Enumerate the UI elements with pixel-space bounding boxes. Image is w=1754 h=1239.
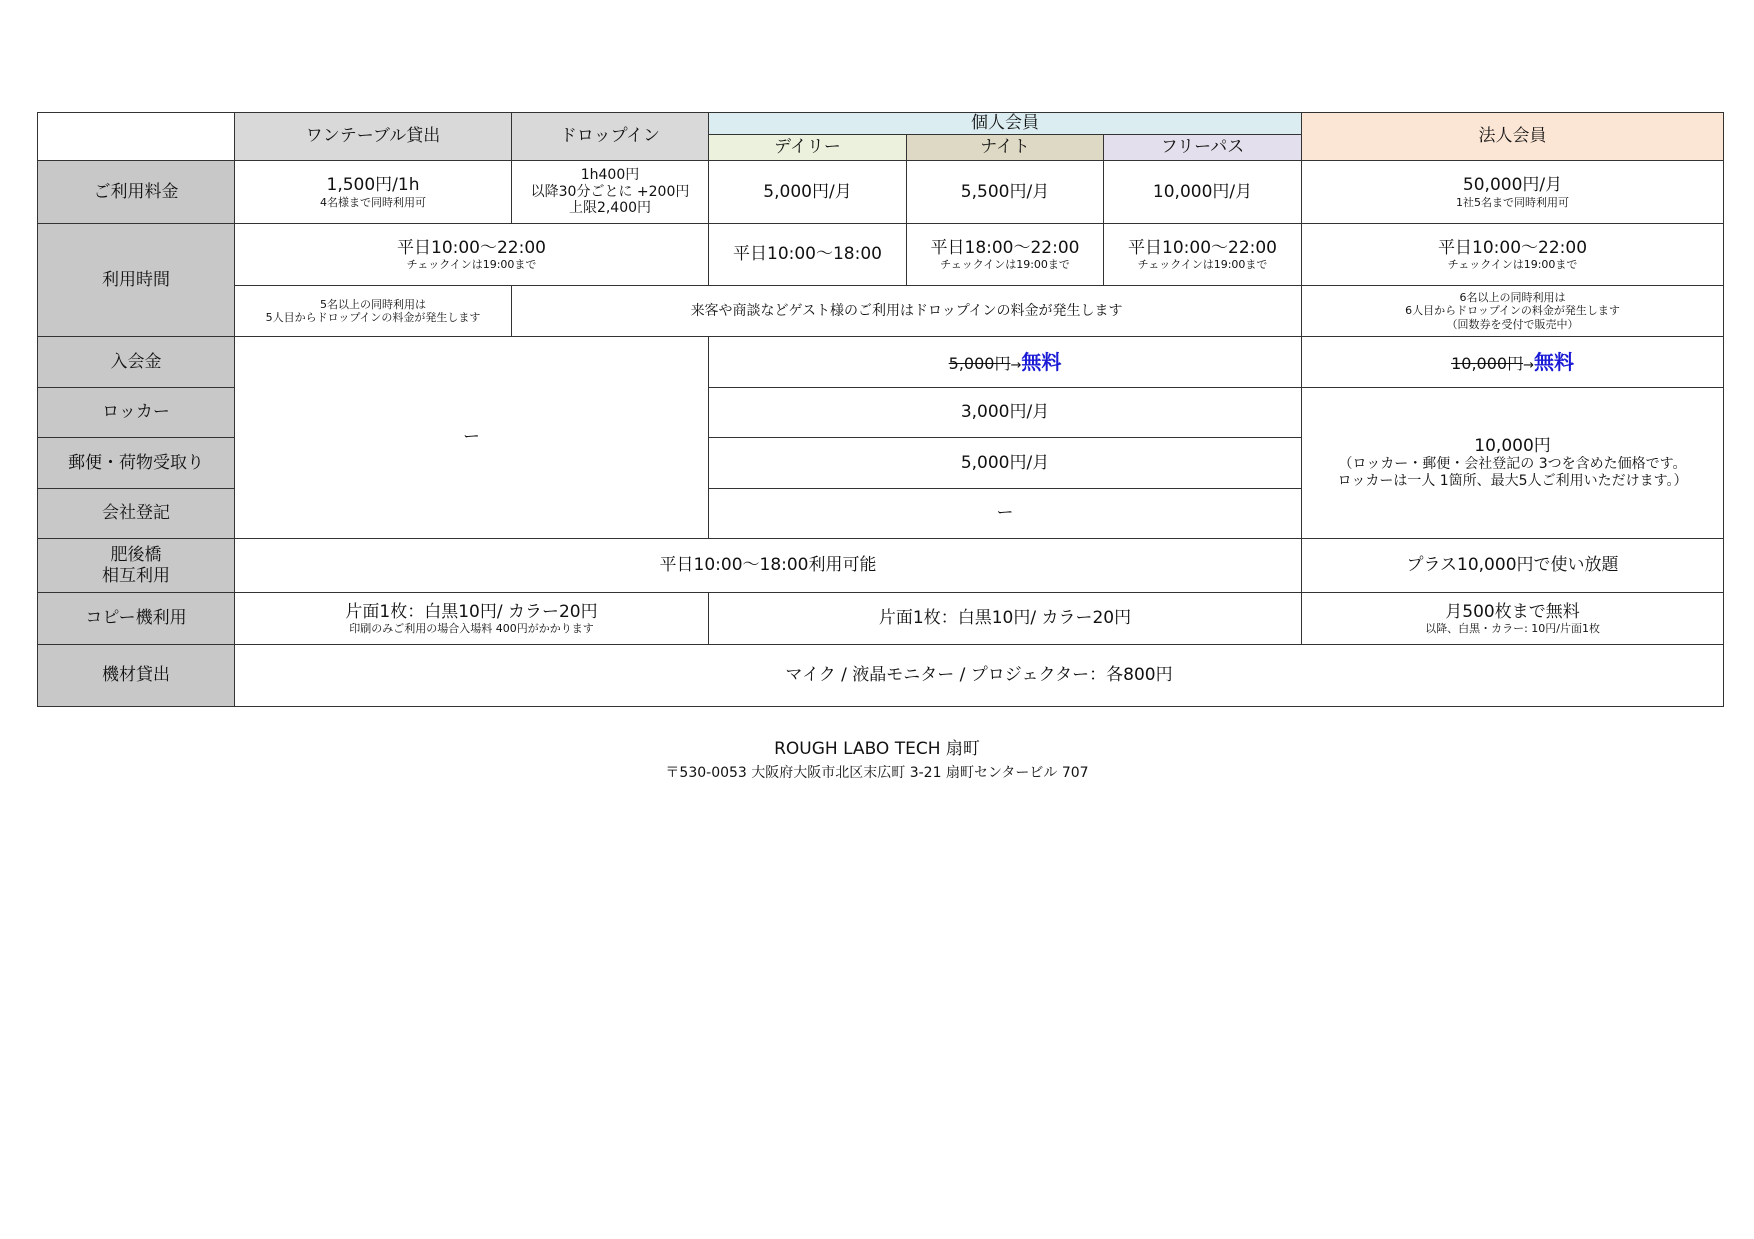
header-individual: 個人会員 [709, 113, 1302, 135]
hours-corporate-sub [1302, 286, 1724, 337]
hours-corporate-sub3: （回数券を受付で販売中） [1446, 317, 1579, 331]
fee-freepass [1104, 161, 1302, 224]
header-freepass: フリーパス [1104, 135, 1302, 161]
hours-corporate-sub2: 6人目からドロップインの料金が発生します [1405, 304, 1620, 318]
header-night: ナイト [907, 135, 1104, 161]
hours-daily-value: 平日10:00～18:00 [733, 244, 882, 265]
admission-individual-new: 無料 [1021, 350, 1062, 374]
hours-freepass-main: 平日10:00～22:00 [1128, 237, 1277, 258]
hours-guest-note [512, 286, 1302, 337]
footer-name: ROUGH LABO TECH 扇町 [774, 739, 980, 759]
fee-dropin-line1: 1h400円 [580, 166, 640, 183]
fee-one-table [235, 161, 512, 224]
hours-night [907, 224, 1104, 286]
higobashi-corporate-value: プラス10,000円で使い放題 [1406, 555, 1619, 576]
header-corporate: 法人会員 [1302, 113, 1724, 161]
header-one-table: ワンテーブル貸出 [235, 113, 512, 161]
copy-one-table-main: 片面1枚：白黒10円/ カラー20円 [345, 601, 598, 622]
hours-night-main: 平日18:00～22:00 [930, 237, 1080, 258]
copy-corporate-main: 月500枚まで無料 [1445, 601, 1580, 622]
fee-dropin-line2: 以降30分ごとに +200円 [530, 183, 690, 200]
fee-corporate-note: 1社5名まで同時利用可 [1456, 195, 1570, 209]
locker-individual-value: 3,000円/月 [960, 402, 1050, 423]
corporate-bundle [1302, 388, 1724, 539]
hours-daily [709, 224, 907, 286]
corporate-bundle-note2: ロッカーは一人 1箇所、最大5人ご利用いただけます。） [1337, 473, 1688, 490]
hours-freepass [1104, 224, 1302, 286]
copy-individual-value: 片面1枚：白黒10円/ カラー20円 [878, 608, 1132, 629]
fee-one-table-note: 4名様まで同時利用可 [320, 195, 426, 209]
hours-one-table-sub [235, 286, 512, 337]
mail-individual-value: 5,000円/月 [960, 452, 1050, 473]
copy-individual [709, 593, 1302, 645]
admission-individual [709, 337, 1302, 388]
copy-corporate-note: 以降、白黒・カラー: 10円/片面1枚 [1425, 622, 1600, 636]
hours-guest-note-text: 来客や商談などゲスト様のご利用はドロップインの料金が発生します [690, 302, 1123, 319]
fee-daily [709, 161, 907, 224]
higobashi-corporate [1302, 539, 1724, 593]
hours-shared-note: チェックインは19:00まで [406, 258, 537, 272]
registration-individual-value: ー [996, 503, 1014, 524]
corporate-bundle-note1: （ロッカー・郵便・会社登記の 3つを含めた価格です。 [1338, 456, 1687, 473]
corporate-bundle-price: 10,000円 [1474, 436, 1551, 456]
row-head-hours: 利用時間 [38, 224, 235, 337]
fee-corporate [1302, 161, 1724, 224]
fee-dropin-line3: 上限2,400円 [568, 200, 652, 217]
fee-corporate-main: 50,000円/月 [1462, 175, 1563, 196]
mail-individual [709, 438, 1302, 489]
row-head-fee: ご利用料金 [38, 161, 235, 224]
registration-individual [709, 489, 1302, 539]
admission-corporate-old: 10,000円 [1451, 354, 1524, 373]
footer-address: 〒530-0053 大阪府大阪市北区末広町 3-21 扇町センタービル 707 [665, 765, 1089, 781]
copy-one-table-note: 印刷のみご利用の場合入場料 400円がかかります [349, 622, 594, 636]
hours-corporate-main: 平日10:00～22:00 [1438, 237, 1588, 258]
fee-night-value: 5,500円/月 [960, 181, 1050, 202]
hours-corporate-note: チェックインは19:00まで [1447, 258, 1578, 272]
hours-one-table-sub1: 5名以上の同時利用は [320, 297, 426, 311]
locker-individual [709, 388, 1302, 438]
copy-one-table [235, 593, 709, 645]
higobashi-shared-value: 平日10:00～18:00利用可能 [659, 555, 877, 576]
none-mark: ー [463, 427, 480, 448]
header-dropin: ドロップイン [512, 113, 709, 161]
row-head-copy: コピー機利用 [38, 593, 235, 645]
row-head-admission: 入会金 [38, 337, 235, 388]
hours-corporate [1302, 224, 1724, 286]
row-head-equipment: 機材貸出 [38, 645, 235, 707]
row-head-registration: 会社登記 [38, 489, 235, 539]
hours-one-table-sub2: 5人目からドロップインの料金が発生します [265, 311, 481, 324]
fee-one-table-main: 1,500円/1h [326, 175, 420, 196]
higobashi-shared [235, 539, 1302, 593]
hours-shared [235, 224, 709, 286]
arrow-icon: → [1523, 358, 1534, 373]
fee-daily-value: 5,000円/月 [763, 181, 852, 202]
header-daily: デイリー [709, 135, 907, 161]
copy-corporate [1302, 593, 1724, 645]
admission-corporate [1302, 337, 1724, 388]
hours-freepass-note: チェックインは19:00まで [1137, 258, 1268, 272]
hours-night-note: チェックインは19:00まで [940, 258, 1070, 272]
fee-dropin [512, 161, 709, 224]
fee-night [907, 161, 1104, 224]
row-head-locker: ロッカー [38, 388, 235, 438]
admission-corporate-new: 無料 [1533, 350, 1574, 374]
admission-individual-old: 5,000円 [948, 354, 1011, 373]
row-head-higobashi: 肥後橋 相互利用 [38, 539, 235, 593]
equipment-all-value: マイク / 液晶モニター / プロジェクター：各800円 [785, 665, 1173, 686]
equipment-all [235, 645, 1724, 707]
row-head-mail: 郵便・荷物受取り [38, 438, 235, 489]
hours-shared-main: 平日10:00～22:00 [397, 237, 546, 258]
hours-corporate-sub1: 6名以上の同時利用は [1459, 291, 1566, 305]
arrow-icon: → [1010, 358, 1022, 373]
fee-freepass-value: 10,000円/月 [1152, 181, 1253, 202]
pricing-table [37, 112, 1724, 707]
corner-cell [38, 113, 235, 161]
none-one-table-dropin [235, 337, 709, 539]
